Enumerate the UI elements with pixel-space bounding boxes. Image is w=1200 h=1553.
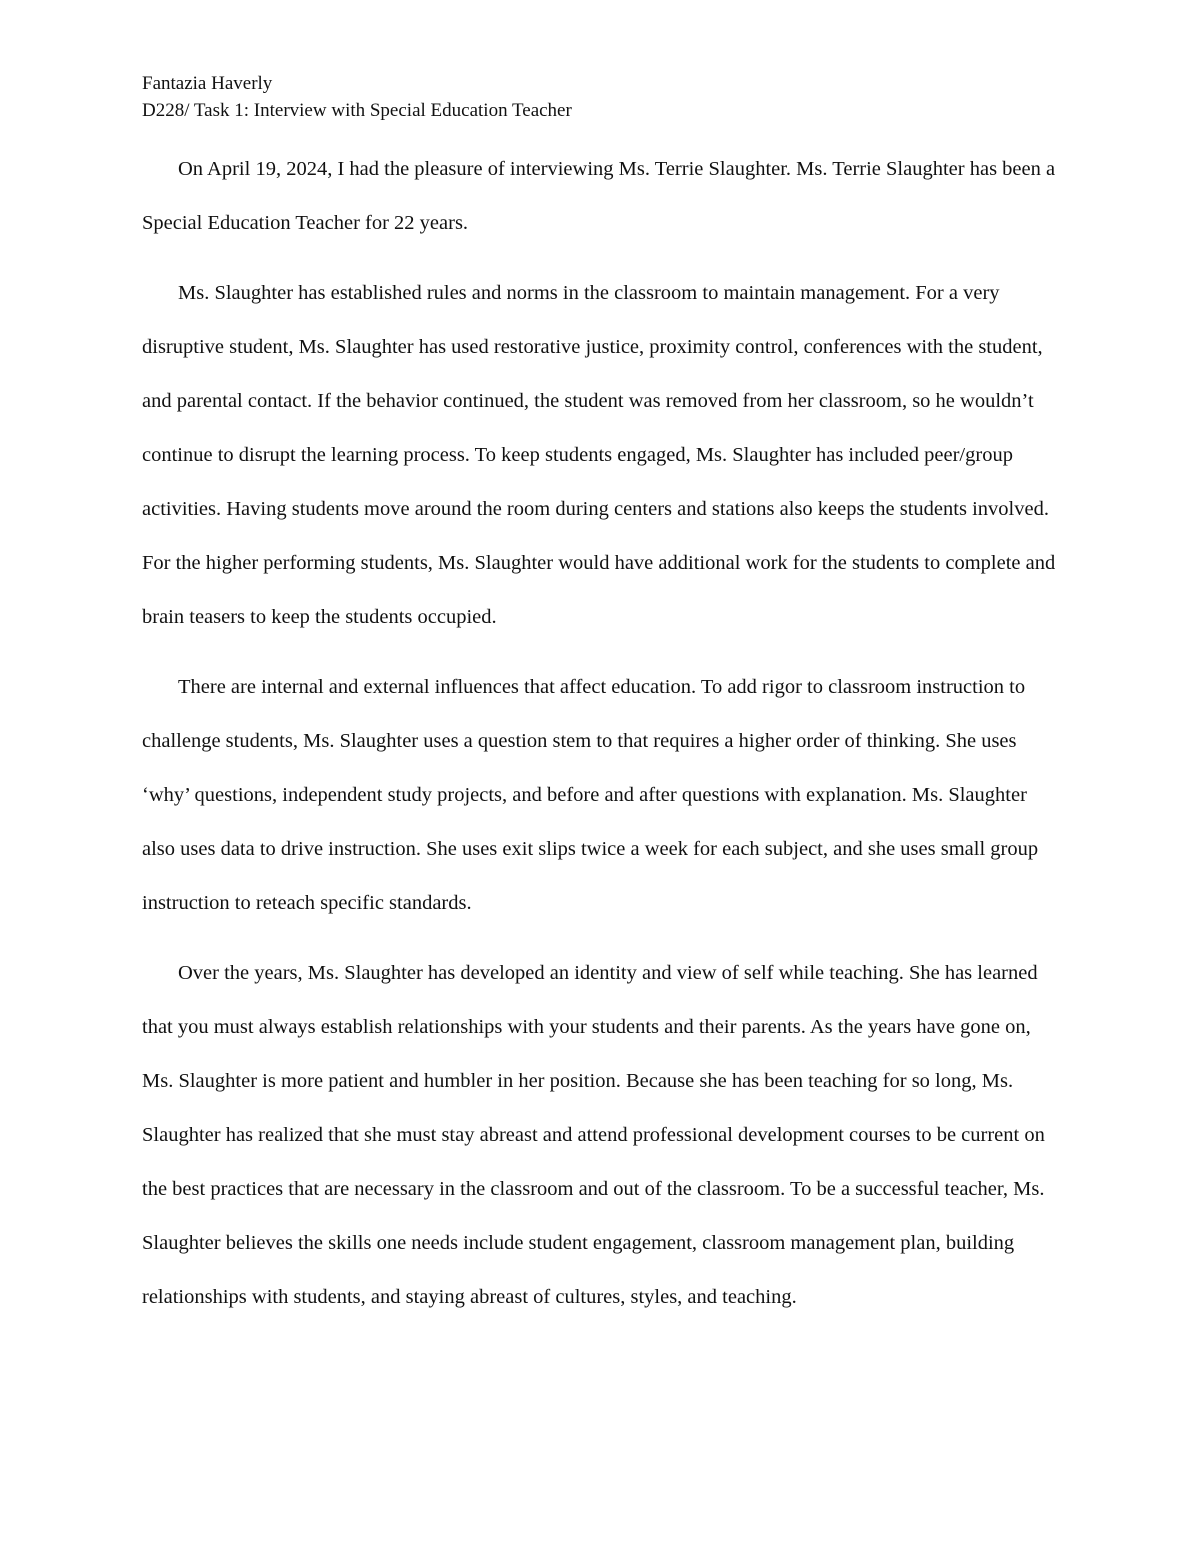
paragraph-introduction: On April 19, 2024, I had the pleasure of interviewing Ms. Terrie Slaughter. Ms. Terrie Slaughter has been a Special Education Teacher for 22 years. xyxy=(142,158,1056,234)
course-title: D228/ Task 1: Interview with Special Education Teacher xyxy=(142,100,572,121)
author-name: Fantazia Haverly xyxy=(142,73,273,94)
paragraph-classroom-management: Ms. Slaughter has established rules and norms in the classroom to maintain management. For a very disruptive student, Ms. Slaughter has used restorative justice, proximity control, conferences with the student, and parental contact. If the behavior continued, the student was removed from her classroom, so he wouldn’t continue to disrupt the learning process. To keep students engaged, Ms. Slaughter has included peer/group activities. Having students move around the room during centers and stations also keeps the students involved. For the higher performing students, Ms. Slaughter would have additional work for the students to complete and brain teasers to keep the students occupied. xyxy=(142,282,1056,628)
paragraph-influences: There are internal and external influences that affect education. To add rigor to classroom instruction to challenge students, Ms. Slaughter uses a question stem to that requires a higher order of thinking. She uses ‘why’ questions, independent study projects, and before and after questions with explanation. Ms. Slaughter also uses data to drive instruction. She uses exit slips twice a week for each subject, and she uses small group instruction to reteach specific standards. xyxy=(142,676,1039,914)
document-header xyxy=(142,70,1062,124)
paragraph-identity: Over the years, Ms. Slaughter has developed an identity and view of self while teaching. She has learned that you must always establish relationships with your students and their parents. As the years have gone on, Ms. Slaughter is more patient and humbler in her position. Because she has been teaching for so long, Ms. Slaughter has realized that she must stay abreast and attend professional development courses to be current on the best practices that are necessary in the classroom and out of the classroom. To be a successful teacher, Ms. Slaughter believes the skills one needs include student engagement, classroom management plan, building relationships with students, and staying abreast of cultures, styles, and teaching. xyxy=(142,962,1045,1308)
document-body xyxy=(142,142,1062,1340)
